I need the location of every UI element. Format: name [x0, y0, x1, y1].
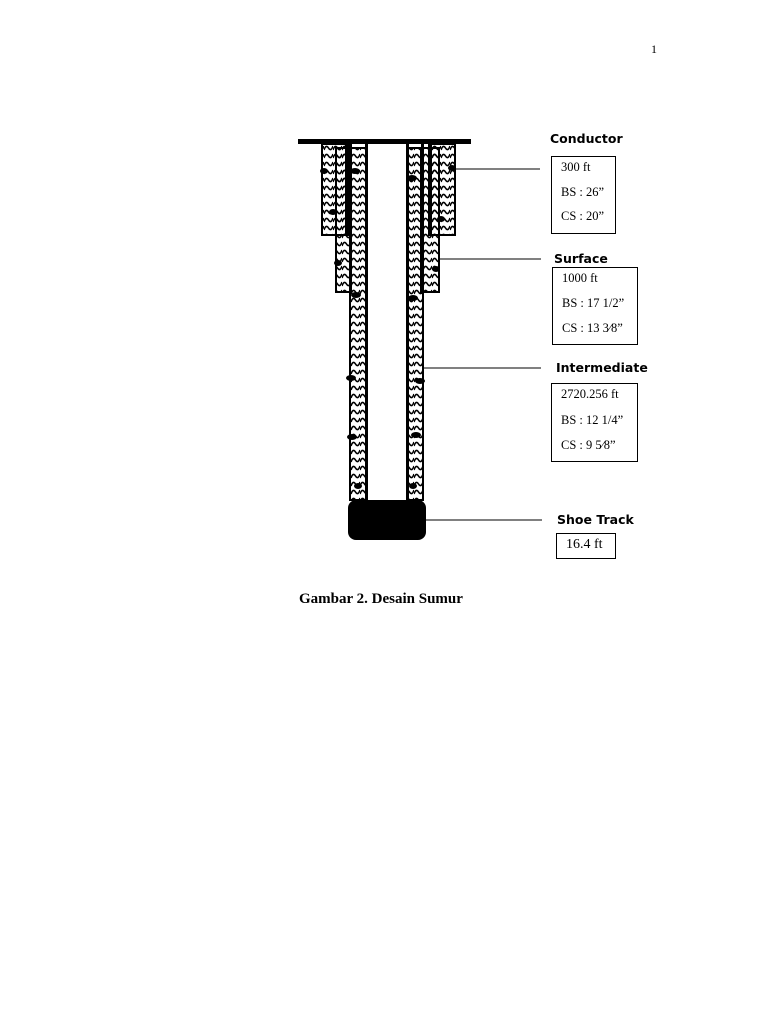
surface-casing-left — [349, 144, 352, 294]
casing-wall-right — [406, 144, 409, 502]
conductor-depth: 300 ft — [561, 160, 591, 174]
surface-casing-size: CS : 13 3⁄8” — [562, 321, 623, 335]
shoe-track-length: 16.4 ft — [566, 537, 603, 552]
intermediate-annulus-left — [350, 148, 367, 500]
surface-info-box — [552, 267, 638, 345]
intermediate-depth: 2720.256 ft — [561, 387, 619, 401]
surface-bit-size: BS : 17 1/2” — [562, 296, 625, 310]
surface-depth: 1000 ft — [562, 271, 598, 285]
casing-wall-left — [365, 144, 368, 502]
intermediate-casing-size: CS : 9 5⁄8” — [561, 438, 616, 452]
shoe-track-plug — [348, 500, 426, 540]
intermediate-bit-size: BS : 12 1/4” — [561, 413, 624, 427]
intermediate-annulus-right — [407, 148, 423, 500]
figure-caption: Gambar 2. Desain Sumur — [299, 591, 463, 607]
conductor-info-box — [551, 156, 616, 234]
surface-label: Surface — [554, 251, 608, 266]
shoe-track-label: Shoe Track — [557, 512, 634, 527]
intermediate-info-box — [551, 383, 638, 462]
intermediate-label: Intermediate — [556, 360, 648, 375]
shoe-track-info-box — [556, 533, 616, 559]
conductor-bit-size: BS : 26” — [561, 185, 605, 199]
conductor-casing-right — [428, 144, 432, 236]
conductor-casing-left — [345, 144, 349, 236]
surface-casing-right — [421, 144, 424, 294]
conductor-label: Conductor — [550, 131, 623, 146]
conductor-casing-size: CS : 20” — [561, 209, 605, 223]
page-number: 1 — [651, 42, 657, 56]
